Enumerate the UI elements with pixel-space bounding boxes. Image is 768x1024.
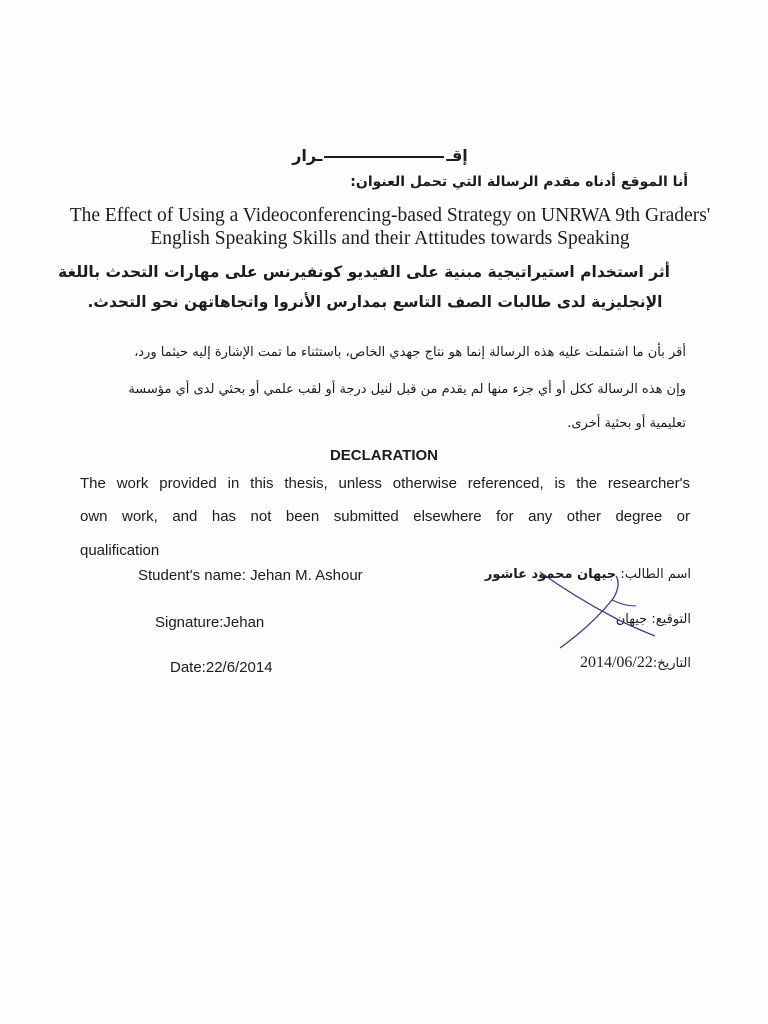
signature-label-ar: التوقيع: [647,612,691,627]
heading-ar-end: ـرار [292,146,323,165]
signature-en: Signature:Jehan [155,614,265,631]
student-name-value-ar: جيهان محمود عاشور [484,567,617,582]
student-name-label-ar: اسم الطالب: [616,567,691,582]
thesis-title-en: The Effect of Using a Videoconferencing-based Strategy on UNRWA 9th Graders' English Speaking Skills and their Attitudes towards Speaking [69,205,711,249]
declaration-heading-en: DECLARATION [329,447,439,464]
signature-value-ar: جيهان [615,612,648,627]
declaration-en-line-1: The work provided in this thesis, unless otherwise referenced, is the researcher's [80,475,690,492]
thesis-title-ar-line-1: أثر استخدام استيراتيجية مبنية على الفيديو كونفيرنس على مهارات التحدث باللغة [58,263,670,281]
declaration-en-line-3: qualification [80,542,160,559]
heading-divider-line [324,156,444,158]
date-value-ar: 2014/06/22 [579,654,653,671]
intro-text-ar: أنا الموقع أدناه مقدم الرسالة التي تحمل العنوان: [350,174,688,190]
declaration-ar-line-2: وإن هذه الرسالة ككل أو أي جزء منها لم يقدم من قبل لنيل درجة أو لقب علمي أو بحثي لدى أي مؤسسة [128,382,686,397]
date-ar [580,654,691,672]
declaration-heading-ar [270,146,490,165]
date-en: Date:22/6/2014 [170,659,273,676]
declaration-en-line-2: own work, and has not been submitted elsewhere for any other degree or [80,508,690,525]
heading-ar-start: إقـ [446,146,468,165]
date-label-ar: التاريخ: [652,656,691,671]
student-name-en: Student's name: Jehan M. Ashour [138,567,363,584]
declaration-ar-line-1: أقر بأن ما اشتملت عليه هذه الرسالة إنما هو نتاج جهدي الخاص، باستثناء ما تمت الإشارة إليه حيثما ورد، [134,345,686,360]
handwritten-signature [520,560,670,650]
declaration-ar-line-3: تعليمية أو بحثية أخرى. [567,416,686,431]
thesis-title-ar-line-2: الإنجليزية لدى طالبات الصف التاسع بمدارس الأنروا واتجاهاتهن نحو التحدث. [87,293,663,311]
